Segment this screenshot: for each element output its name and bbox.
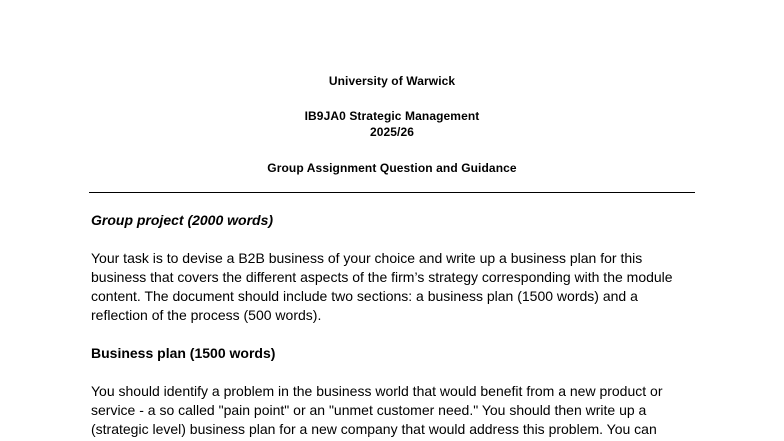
intro-paragraph bbox=[91, 249, 731, 325]
horizontal-divider bbox=[89, 192, 695, 193]
business-plan-paragraph bbox=[91, 382, 731, 439]
paragraph-line: (strategic level) business plan for a new company that would address this problem. You can bbox=[91, 421, 657, 437]
paragraph-line: content. The document should include two sections: a business plan (1500 words) and a bbox=[91, 288, 638, 304]
paragraph-line: Your task is to devise a B2B business of your choice and write up a business plan for this bbox=[91, 250, 643, 266]
paragraph-line: service - a so called "pain point" or an "unmet customer need." You should then write up a bbox=[91, 402, 647, 418]
academic-year: 2025/26 bbox=[369, 125, 415, 139]
document-title: Group Assignment Question and Guidance bbox=[267, 161, 517, 175]
paragraph-line: You should identify a problem in the business world that would benefit from a new product or bbox=[91, 383, 663, 399]
business-plan-heading: Business plan (1500 words) bbox=[91, 345, 276, 361]
group-project-heading: Group project (2000 words) bbox=[91, 212, 274, 228]
paragraph-line: reflection of the process (500 words). bbox=[91, 307, 322, 323]
module-title: IB9JA0 Strategic Management bbox=[304, 109, 480, 123]
paragraph-line: business that covers the different aspects of the firm’s strategy corresponding with the module bbox=[91, 269, 673, 285]
university-title: University of Warwick bbox=[328, 74, 456, 88]
